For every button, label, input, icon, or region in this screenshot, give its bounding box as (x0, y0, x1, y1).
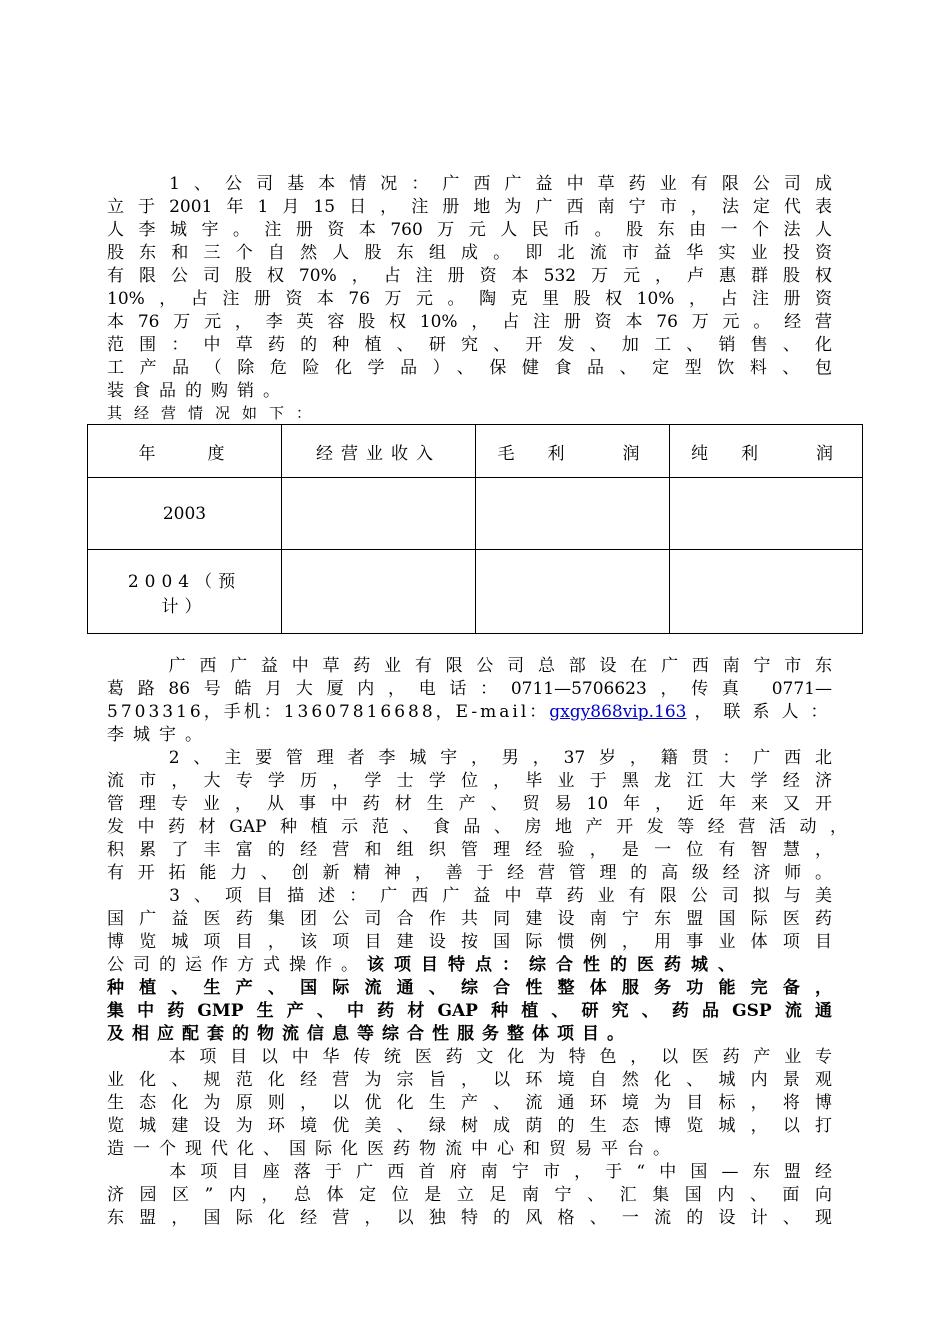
row-2004-revenue (282, 550, 476, 634)
contact-line-2: 葛路86号皓月大厦内，电话：0711—5706623，传真 0771— (107, 679, 832, 699)
operating-table (87, 424, 863, 634)
project-line-4-a: 公司的运作方式操作。 (107, 955, 367, 975)
intro-line-2: 立于2001年1月15日，注册地为广西南宁市，法定代表 (107, 197, 832, 217)
row-2004-year (88, 550, 282, 634)
manager-line-4: 发中药材GAP种植示范、食品、房地产开发等经营活动， (107, 817, 847, 837)
contact-line-4: 李城宇。 (107, 725, 211, 745)
culture-line-5: 造一个现代化、国际化医药物流中心和贸易平台。 (107, 1139, 679, 1159)
contact-line-3 (107, 701, 840, 724)
intro-line-6: 10%，占注册资本76万元。陶克里股权10%，占注册资 (107, 289, 832, 309)
project-line-3: 博览城项目，该项目建设按国际惯例，用事业体项目 (107, 932, 832, 952)
row-2003-year: 2003 (88, 478, 282, 550)
manager-line-6: 有开拓能力、创新精神，善于经营管理的高级经济师。 (107, 863, 832, 883)
location-line-2: 济园区”内，总体定位是立足南宁、汇集国内、面向 (107, 1185, 832, 1205)
manager-line-5: 积累了丰富的经营和组织管理经验，是一位有智慧， (107, 840, 832, 860)
header-year: 年 度 (88, 425, 282, 478)
project-feature-label: 该项目特点：综合性的医药城、 (367, 955, 745, 975)
contact-line-1: 广西广益中草药业有限公司总部设在广西南宁市东 (107, 656, 832, 676)
header-revenue: 经营业收入 (282, 425, 476, 478)
intro-line-7: 本76万元，李英容股权10%，占注册资本76万元。经营 (107, 312, 832, 332)
project-line-6: 集中药GMP生产、中药材GAP种植、研究、药品GSP流通 (107, 1001, 832, 1021)
location-line-1: 本项目座落于广西首府南宁市，于“中国—东盟经 (107, 1162, 832, 1182)
culture-line-1: 本项目以中华传统医药文化为特色，以医药产业专 (107, 1047, 832, 1067)
header-net-profit: 纯 利 润 (670, 425, 863, 478)
culture-line-3: 生态化为原则，以优化生产、流通环境为目标，将博 (107, 1093, 832, 1113)
contact-line-3-b: ，联系人： (694, 702, 840, 722)
manager-line-2: 流市，大专学历，学士学位，毕业于黑龙江大学经济 (107, 771, 832, 791)
email-link[interactable]: gxgy868vip.163 (549, 702, 687, 722)
intro-line-1: 1、公司基本情况：广西广益中草药业有限公司成 (107, 174, 832, 194)
header-gross-profit: 毛 利 润 (476, 425, 670, 478)
table-row (88, 550, 863, 634)
project-line-5: 种植、生产、国际流通、综合性整体服务功能完备， (107, 978, 832, 998)
row-2003-revenue (282, 478, 476, 550)
row-2003-net (670, 478, 863, 550)
project-line-7: 及相应配套的物流信息等综合性服务整体项目。 (107, 1024, 632, 1044)
project-line-1: 3、项目描述：广西广益中草药业有限公司拟与美 (107, 886, 832, 906)
manager-line-1: 2、主要管理者李城宇，男，37岁，籍贯：广西北 (107, 748, 832, 768)
manager-line-3: 管理专业，从事中药材生产、贸易10年，近年来又开 (107, 794, 832, 814)
project-line-4 (107, 954, 852, 977)
intro-line-11: 其经营情况如下： (107, 404, 324, 422)
culture-line-2: 业化、规范化经营为宗旨，以环境自然化、城内景观 (107, 1070, 832, 1090)
intro-line-4: 股东和三个自然人股东组成。即北流市益华实业投资 (107, 243, 832, 263)
row-2004-year-b: 计） (161, 596, 208, 617)
intro-line-5: 有限公司股权70%，占注册资本532万元，卢惠群股权 (107, 266, 832, 286)
intro-line-8: 范围：中草药的种植、研究、开发、加工、销售、化 (107, 335, 832, 355)
row-2004-gross (476, 550, 670, 634)
table-header-row (88, 425, 863, 478)
intro-line-9: 工产品（除危险化学品）、保健食品、定型饮料、包 (107, 358, 832, 378)
table-row (88, 478, 863, 550)
culture-line-4: 览城建设为环境优美、绿树成荫的生态博览城，以打 (107, 1116, 832, 1136)
intro-line-3: 人李城宇。注册资本760万元人民币。股东由一个法人 (107, 220, 832, 240)
location-line-3: 东盟，国际化经营，以独特的风格、一流的设计、现 (107, 1208, 832, 1228)
row-2003-gross (476, 478, 670, 550)
project-line-2: 国广益医药集团公司合作共同建设南宁东盟国际医药 (107, 909, 832, 929)
contact-line-3-a: 5703316，手机：13607816688，E-mail： (107, 702, 550, 722)
row-2004-year-a: 2004（预 (127, 571, 242, 592)
intro-line-10: 装食品的购销。 (107, 381, 289, 401)
row-2004-net (670, 550, 863, 634)
